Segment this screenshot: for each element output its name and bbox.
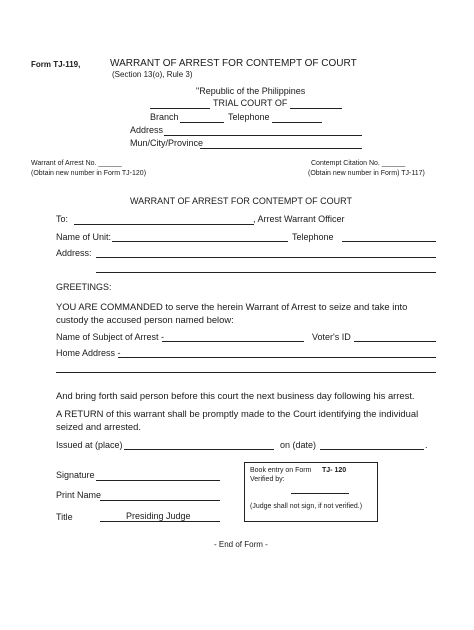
date-period: . bbox=[425, 440, 428, 450]
form-header-title: WARRANT OF ARREST FOR CONTEMPT OF COURT bbox=[110, 58, 357, 69]
bring-forth-paragraph: And bring forth said person before this court the next business day following his arrest. bbox=[56, 390, 415, 401]
body-address-line-2[interactable] bbox=[96, 272, 436, 273]
body-telephone-label: Telephone bbox=[292, 232, 334, 242]
trial-court-location-line[interactable] bbox=[290, 108, 342, 109]
home-address-label: Home Address - bbox=[56, 348, 121, 358]
name-of-unit-label: Name of Unit: bbox=[56, 232, 112, 242]
on-date-label: on (date) bbox=[280, 440, 317, 450]
print-name-label: Print Name bbox=[56, 490, 102, 500]
voters-id-label: Voter's ID bbox=[312, 332, 351, 342]
to-line[interactable] bbox=[74, 224, 254, 225]
issued-at-line[interactable] bbox=[124, 449, 274, 450]
home-address-line-1[interactable] bbox=[118, 357, 436, 358]
trial-court-label: TRIAL COURT OF bbox=[213, 98, 288, 108]
mun-city-province-line[interactable] bbox=[200, 148, 362, 149]
title-label: Title bbox=[56, 512, 73, 522]
branch-label: Branch bbox=[150, 112, 179, 122]
section-reference: (Section 13(o), Rule 3) bbox=[112, 70, 193, 79]
signature-label: Signature bbox=[56, 470, 95, 480]
book-entry-prefix: Book entry on Form bbox=[250, 467, 312, 474]
name-of-unit-line[interactable] bbox=[112, 241, 288, 242]
home-address-line-2[interactable] bbox=[56, 372, 436, 373]
voters-id-line[interactable] bbox=[354, 341, 436, 342]
arrest-officer-label: , Arrest Warrant Officer bbox=[253, 214, 345, 224]
on-date-line[interactable] bbox=[320, 449, 424, 450]
judge-note: (Judge shall not sign, if not verified.) bbox=[250, 503, 363, 510]
body-title: WARRANT OF ARREST FOR CONTEMPT OF COURT bbox=[130, 196, 353, 206]
return-paragraph: A RETURN of this warrant shall be promptly made to the Court identifying the individual seized and arrested. bbox=[56, 408, 419, 432]
book-entry-form: TJ- 120 bbox=[322, 467, 347, 474]
body-telephone-line[interactable] bbox=[342, 241, 436, 242]
warrant-number-note: (Obtain new number in Form TJ-120) bbox=[31, 170, 147, 177]
form-number: Form TJ-119, bbox=[31, 60, 81, 69]
body-address-label: Address: bbox=[56, 248, 92, 258]
subject-name-line[interactable] bbox=[162, 341, 304, 342]
trial-court-blank-line[interactable] bbox=[150, 108, 210, 109]
header-telephone-line[interactable] bbox=[272, 122, 322, 123]
verified-by-label: Verified by: bbox=[250, 476, 285, 483]
print-name-line[interactable] bbox=[100, 500, 220, 501]
commanded-paragraph: YOU ARE COMMANDED to serve the herein Warrant of Arrest to seize and take into custody the accused person named below: bbox=[56, 301, 408, 325]
mun-city-province-label: Mun/City/Province bbox=[130, 138, 204, 148]
title-line[interactable] bbox=[100, 521, 220, 522]
branch-line[interactable] bbox=[180, 122, 224, 123]
citation-number-note: (Obtain new number in Form) TJ-117) bbox=[308, 170, 425, 177]
book-entry-box bbox=[244, 462, 378, 522]
subject-name-label: Name of Subject of Arrest - bbox=[56, 332, 165, 342]
title-value: Presiding Judge bbox=[126, 511, 191, 521]
end-of-form: - End of Form - bbox=[214, 540, 268, 549]
to-label: To: bbox=[56, 214, 69, 224]
body-address-line-1[interactable] bbox=[96, 257, 436, 258]
header-address-label: Address bbox=[130, 125, 164, 135]
header-address-line[interactable] bbox=[164, 135, 362, 136]
verified-by-line[interactable] bbox=[291, 493, 349, 494]
signature-line[interactable] bbox=[96, 480, 220, 481]
issued-at-label: Issued at (place) bbox=[56, 440, 123, 450]
republic-label: "Republic of the Philippines bbox=[196, 86, 306, 96]
greetings-label: GREETINGS: bbox=[56, 282, 112, 292]
warrant-number-label: Warrant of Arrest No. ______ bbox=[31, 160, 122, 167]
header-telephone-label: Telephone bbox=[228, 112, 270, 122]
citation-number-label: Contempt Citation No. ______ bbox=[311, 160, 406, 167]
